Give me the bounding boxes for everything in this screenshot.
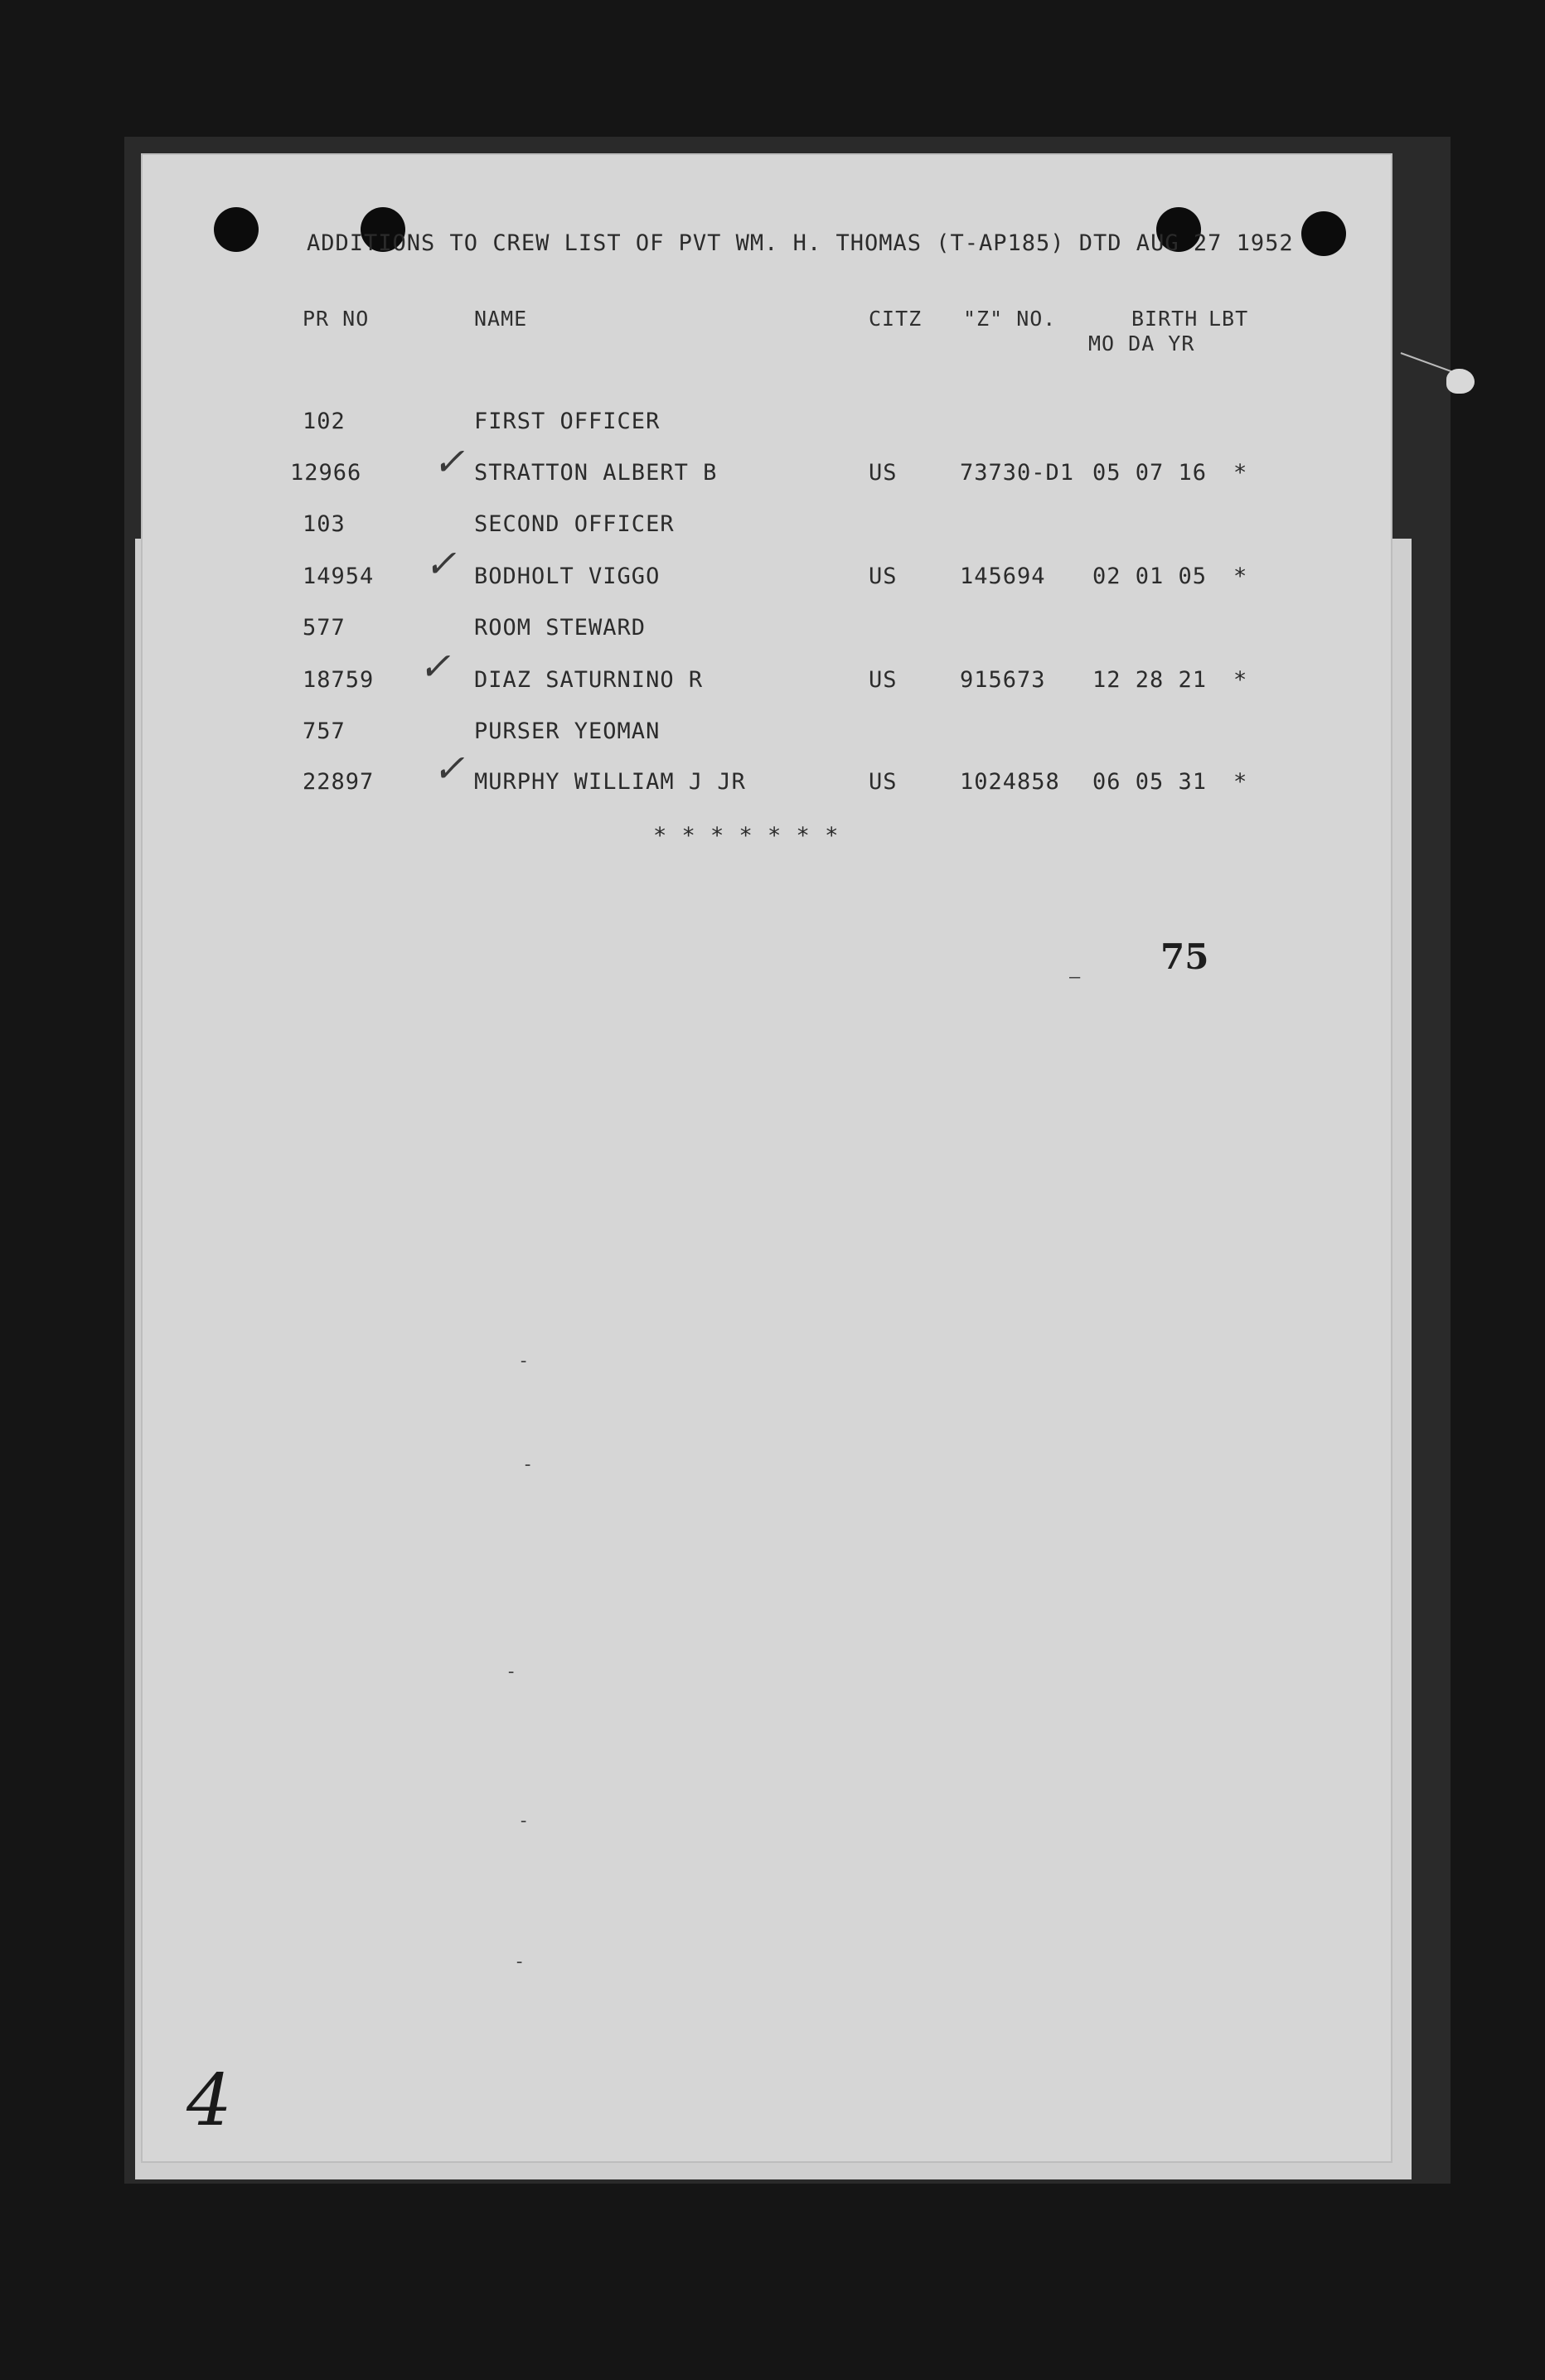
pr-number: 12966 <box>290 460 362 486</box>
citizenship: US <box>869 769 898 795</box>
birth-date: 05 07 16 <box>1092 460 1208 486</box>
pr-number: 18759 <box>303 667 375 693</box>
pr-number: 14954 <box>303 564 375 589</box>
punch-hole <box>1301 211 1346 256</box>
faint-mark: - <box>506 1662 517 1682</box>
lbt-mark: * <box>1233 667 1248 693</box>
check-mark: ✓ <box>419 644 451 689</box>
faint-mark: - <box>518 1811 530 1831</box>
header-z-no: "Z" NO. <box>963 307 1057 331</box>
check-mark: ✓ <box>433 746 465 791</box>
lbt-mark: * <box>1233 769 1248 795</box>
header-citz: CITZ <box>869 307 923 331</box>
lbt-mark: * <box>1233 564 1248 589</box>
header-lbt: LBT <box>1208 307 1249 331</box>
header-pr-no: PR NO <box>303 307 370 331</box>
header-birth: BIRTH <box>1131 307 1199 331</box>
position-title: SECOND OFFICER <box>474 511 675 537</box>
pr-number: 22897 <box>303 769 375 795</box>
birth-date: 02 01 05 <box>1092 564 1208 589</box>
citizenship: US <box>869 667 898 693</box>
z-number: 145694 <box>960 564 1046 589</box>
birth-date: 12 28 21 <box>1092 667 1208 693</box>
z-number: 1024858 <box>960 769 1060 795</box>
crew-name: STRATTON ALBERT B <box>474 460 718 486</box>
crew-name: DIAZ SATURNINO R <box>474 667 704 693</box>
lbt-mark: * <box>1233 460 1248 486</box>
z-number: 915673 <box>960 667 1046 693</box>
header-name: NAME <box>474 307 528 331</box>
citizenship: US <box>869 460 898 486</box>
faint-mark: - <box>522 1454 534 1475</box>
position-code: 757 <box>303 718 346 744</box>
faint-mark: - <box>514 1952 525 1972</box>
position-title: FIRST OFFICER <box>474 409 661 434</box>
header-mo-da-yr: MO DA YR <box>1088 331 1195 356</box>
crew-name: BODHOLT VIGGO <box>474 564 661 589</box>
check-mark: ✓ <box>424 541 457 586</box>
crew-name: MURPHY WILLIAM J JR <box>474 769 746 795</box>
punch-hole <box>214 207 259 252</box>
document-title: ADDITIONS TO CREW LIST OF PVT WM. H. THOMAS (T-AP185) DTD AUG 27 1952 <box>307 230 1294 256</box>
position-code: 103 <box>303 511 346 537</box>
position-title: PURSER YEOMAN <box>474 718 661 744</box>
end-marker: * * * * * * * <box>653 823 840 849</box>
position-title: ROOM STEWARD <box>474 615 647 641</box>
position-code: 577 <box>303 615 346 641</box>
tape-fragment <box>1446 369 1475 394</box>
birth-date: 06 05 31 <box>1092 769 1208 795</box>
check-mark: ✓ <box>433 439 465 484</box>
faint-mark: - <box>518 1351 530 1371</box>
z-number: 73730-D1 <box>960 460 1075 486</box>
page-number: 75 <box>1160 936 1209 977</box>
document-page <box>141 153 1392 2163</box>
position-code: 102 <box>303 409 346 434</box>
citizenship: US <box>869 564 898 589</box>
handwritten-mark: 4 <box>186 2059 232 2142</box>
dash-mark: — <box>1069 967 1081 988</box>
